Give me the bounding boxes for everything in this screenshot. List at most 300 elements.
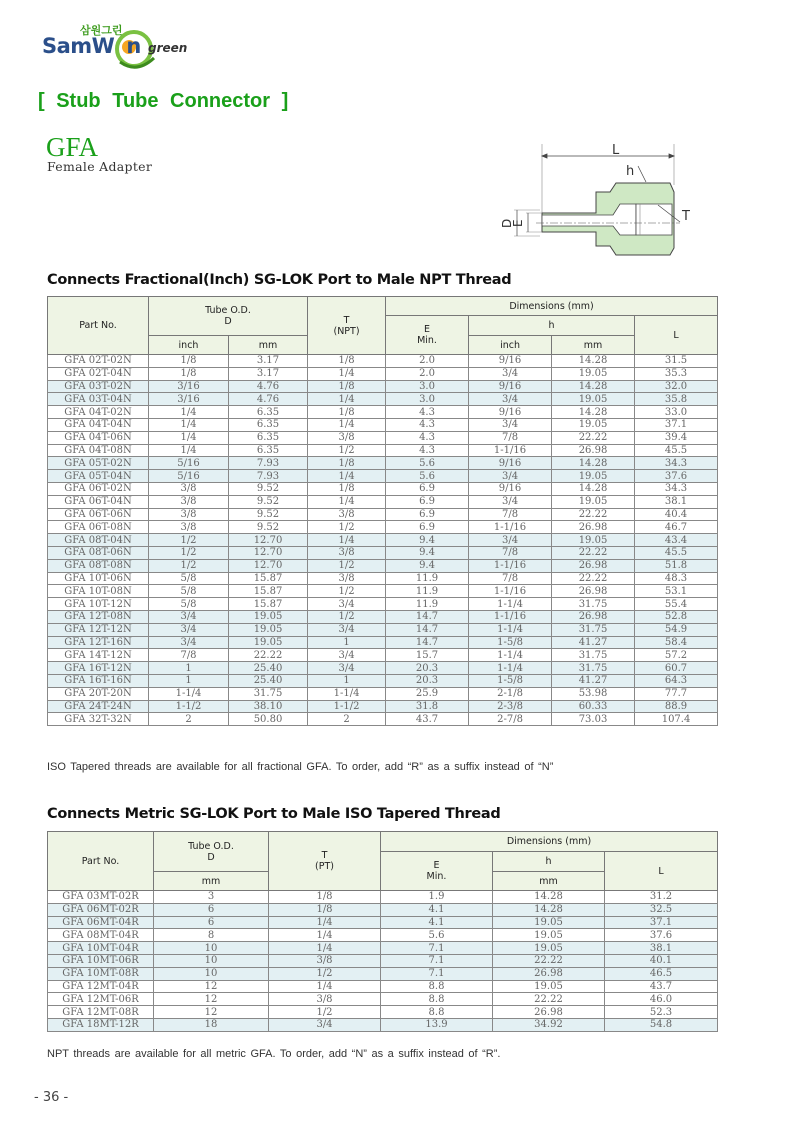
cell-h-mm: 14.28: [552, 355, 635, 368]
cell-l: 31.5: [635, 355, 718, 368]
cell-t: 3/4: [308, 623, 386, 636]
header-t: [269, 832, 381, 891]
cell-t: 1/2: [308, 585, 386, 598]
cell-l: 38.1: [635, 495, 718, 508]
cell-l: 37.1: [635, 418, 718, 431]
table-row: [48, 431, 718, 444]
cell-h-in: 9/16: [469, 457, 552, 470]
cell-h-in: 1-1/4: [469, 623, 552, 636]
cell-e: 11.9: [386, 585, 469, 598]
cell-l: 43.7: [605, 980, 718, 993]
cell-d-in: 3/4: [149, 623, 229, 636]
cell-l: 33.0: [635, 406, 718, 419]
cell-d-mm: 7.93: [229, 470, 308, 483]
label-h: h: [626, 164, 635, 179]
cell-d-in: 5/8: [149, 572, 229, 585]
cell-h-mm: 19.05: [552, 470, 635, 483]
cell-l: 37.1: [605, 916, 718, 929]
cell-part: GFA 06T-08N: [48, 521, 149, 534]
cell-part: GFA 08T-04N: [48, 534, 149, 547]
cell-t: 3/8: [308, 508, 386, 521]
cell-l: 35.8: [635, 393, 718, 406]
cell-l: 40.1: [605, 954, 718, 967]
cell-e: 4.3: [386, 431, 469, 444]
header-tube-od: [154, 832, 269, 872]
cell-e: 1.9: [381, 891, 493, 904]
cell-t: 1/4: [269, 942, 381, 955]
cell-e: 6.9: [386, 482, 469, 495]
table-row: [48, 418, 718, 431]
cell-part: GFA 10MT-08R: [48, 967, 154, 980]
cell-e: 8.8: [381, 993, 493, 1006]
header-t-label: T: [343, 314, 350, 326]
cell-part: GFA 02T-04N: [48, 367, 149, 380]
cell-e: 6.9: [386, 495, 469, 508]
cell-d-mm: 15.87: [229, 585, 308, 598]
cell-d-in: 3/16: [149, 393, 229, 406]
cell-h-in: 1-5/8: [469, 674, 552, 687]
cell-l: 48.3: [635, 572, 718, 585]
table1-note: ISO Tapered threads are available for all fractional GFA. To order, add “R” as a suffix instead of “N”: [47, 761, 554, 773]
cell-h-mm: 22.22: [552, 546, 635, 559]
cell-d-mm: 6.35: [229, 406, 308, 419]
table-row: [48, 674, 718, 687]
cell-part: GFA 18MT-12R: [48, 1018, 154, 1031]
cell-t: 1/8: [308, 406, 386, 419]
cell-h-mm: 31.75: [552, 623, 635, 636]
cell-h-mm: 26.98: [552, 610, 635, 623]
cell-h-mm: 26.98: [552, 585, 635, 598]
cell-e: 7.1: [381, 954, 493, 967]
cell-d-mm: 10: [154, 954, 269, 967]
cell-d-mm: 3: [154, 891, 269, 904]
cell-part: GFA 05T-04N: [48, 470, 149, 483]
header-tube-od-label: Tube O.D.: [205, 305, 251, 316]
cell-d-mm: 50.80: [229, 713, 308, 726]
table-row: [48, 649, 718, 662]
table2-body: [48, 891, 718, 1032]
cell-part: GFA 04T-08N: [48, 444, 149, 457]
cell-d-mm: 3.17: [229, 355, 308, 368]
cell-h-mm: 19.05: [552, 418, 635, 431]
fitting-diagram: [470, 130, 710, 270]
cell-part: GFA 32T-32N: [48, 713, 149, 726]
cell-t: 3/8: [269, 993, 381, 1006]
cell-e: 7.1: [381, 967, 493, 980]
header-d-inch: inch: [149, 336, 229, 355]
cell-d-in: 3/4: [149, 636, 229, 649]
cell-l: 88.9: [635, 700, 718, 713]
model-code: GFA: [46, 132, 99, 162]
cell-l: 37.6: [605, 929, 718, 942]
cell-l: 53.1: [635, 585, 718, 598]
cell-d-mm: 15.87: [229, 572, 308, 585]
cell-h-mm: 26.98: [493, 1006, 605, 1019]
cell-d-mm: 3.17: [229, 367, 308, 380]
section-title: [ Stub Tube Connector ]: [38, 90, 289, 112]
header-h: h: [469, 316, 635, 336]
cell-e: 25.9: [386, 687, 469, 700]
cell-part: GFA 14T-12N: [48, 649, 149, 662]
table-row: [48, 967, 718, 980]
header-h-inch: inch: [469, 336, 552, 355]
cell-e: 2.0: [386, 355, 469, 368]
cell-part: GFA 10T-08N: [48, 585, 149, 598]
table-row: [48, 470, 718, 483]
logo-brand-left: SamW: [42, 34, 115, 58]
cell-l: 64.3: [635, 674, 718, 687]
cell-h-mm: 22.22: [552, 572, 635, 585]
cell-h-mm: 26.98: [552, 521, 635, 534]
cell-d-mm: 31.75: [229, 687, 308, 700]
cell-e: 31.8: [386, 700, 469, 713]
cell-t: 1/4: [308, 495, 386, 508]
cell-h-mm: 22.22: [552, 508, 635, 521]
table-row: [48, 623, 718, 636]
cell-h-in: 1-1/16: [469, 559, 552, 572]
cell-e: 11.9: [386, 572, 469, 585]
cell-d-mm: 4.76: [229, 380, 308, 393]
cell-h-mm: 22.22: [552, 431, 635, 444]
header-h: h: [493, 852, 605, 872]
cell-d-mm: 7.93: [229, 457, 308, 470]
table-row: [48, 942, 718, 955]
header-l: L: [635, 316, 718, 355]
header-l: L: [605, 852, 718, 891]
cell-h-in: 1-1/16: [469, 444, 552, 457]
logo-green-text: green: [148, 41, 188, 55]
cell-d-in: 3/16: [149, 380, 229, 393]
cell-l: 51.8: [635, 559, 718, 572]
cell-h-mm: 14.28: [493, 903, 605, 916]
header-tube-od-symbol: D: [207, 851, 215, 863]
cell-t: 3/4: [308, 662, 386, 675]
cell-h-mm: 31.75: [552, 649, 635, 662]
cell-h-mm: 14.28: [552, 406, 635, 419]
cell-l: 52.3: [605, 1006, 718, 1019]
table-row: [48, 585, 718, 598]
cell-d-in: 1/4: [149, 406, 229, 419]
cell-d-mm: 18: [154, 1018, 269, 1031]
cell-h-in: 2-7/8: [469, 713, 552, 726]
cell-l: 34.3: [635, 457, 718, 470]
header-d-mm: mm: [229, 336, 308, 355]
cell-part: GFA 06T-06N: [48, 508, 149, 521]
cell-part: GFA 10MT-04R: [48, 942, 154, 955]
cell-h-in: 1-5/8: [469, 636, 552, 649]
cell-e: 2.0: [386, 367, 469, 380]
cell-d-in: 5/16: [149, 470, 229, 483]
cell-part: GFA 12MT-08R: [48, 1006, 154, 1019]
cell-h-in: 7/8: [469, 508, 552, 521]
table-row: [48, 916, 718, 929]
cell-e: 9.4: [386, 534, 469, 547]
cell-d-mm: 6.35: [229, 418, 308, 431]
cell-t: 1/8: [308, 380, 386, 393]
cell-part: GFA 05T-02N: [48, 457, 149, 470]
table-row: [48, 954, 718, 967]
cell-d-in: 1: [149, 674, 229, 687]
header-part-no: Part No.: [48, 832, 154, 891]
table-row: [48, 662, 718, 675]
cell-d-in: 1/8: [149, 367, 229, 380]
cell-t: 1: [308, 636, 386, 649]
cell-h-mm: 19.05: [493, 942, 605, 955]
header-t-label: T: [321, 850, 328, 861]
table1-fractional: [47, 296, 718, 726]
table-row: [48, 891, 718, 904]
cell-h-in: 3/4: [469, 393, 552, 406]
cell-l: 60.7: [635, 662, 718, 675]
header-e-label: E: [433, 860, 440, 871]
cell-h-mm: 31.75: [552, 662, 635, 675]
cell-t: 3/4: [308, 598, 386, 611]
cell-h-mm: 19.05: [493, 980, 605, 993]
table-row: [48, 393, 718, 406]
cell-l: 31.2: [605, 891, 718, 904]
cell-e: 14.7: [386, 636, 469, 649]
cell-part: GFA 04T-02N: [48, 406, 149, 419]
cell-part: GFA 04T-04N: [48, 418, 149, 431]
cell-e: 4.1: [381, 916, 493, 929]
cell-e: 4.3: [386, 406, 469, 419]
cell-part: GFA 08T-08N: [48, 559, 149, 572]
cell-d-mm: 19.05: [229, 610, 308, 623]
cell-l: 45.5: [635, 444, 718, 457]
table-row: [48, 546, 718, 559]
cell-part: GFA 12T-08N: [48, 610, 149, 623]
cell-l: 107.4: [635, 713, 718, 726]
cell-d-mm: 15.87: [229, 598, 308, 611]
table-row: [48, 598, 718, 611]
cell-h-in: 1-1/4: [469, 649, 552, 662]
label-D: D: [500, 218, 514, 228]
cell-part: GFA 10T-06N: [48, 572, 149, 585]
table-row: [48, 367, 718, 380]
cell-l: 37.6: [635, 470, 718, 483]
cell-h-in: 9/16: [469, 380, 552, 393]
cell-d-mm: 12: [154, 1006, 269, 1019]
cell-h-mm: 53.98: [552, 687, 635, 700]
cell-t: 1/8: [308, 355, 386, 368]
header-h-mm: mm: [552, 336, 635, 355]
cell-h-mm: 19.05: [552, 534, 635, 547]
cell-part: GFA 03T-02N: [48, 380, 149, 393]
cell-t: 1/2: [308, 444, 386, 457]
cell-l: 45.5: [635, 546, 718, 559]
cell-h-mm: 14.28: [493, 891, 605, 904]
cell-t: 3/8: [308, 572, 386, 585]
cell-l: 54.8: [605, 1018, 718, 1031]
cell-t: 3/4: [269, 1018, 381, 1031]
logo-brand-text: [42, 34, 141, 58]
cell-d-mm: 12.70: [229, 546, 308, 559]
cell-d-mm: 9.52: [229, 495, 308, 508]
table-row: [48, 903, 718, 916]
cell-e: 8.8: [381, 980, 493, 993]
cell-h-in: 3/4: [469, 418, 552, 431]
cell-t: 1/2: [269, 1006, 381, 1019]
table-row: [48, 1006, 718, 1019]
cell-h-in: 7/8: [469, 431, 552, 444]
cell-h-in: 3/4: [469, 470, 552, 483]
table-row: [48, 1018, 718, 1031]
cell-h-mm: 14.28: [552, 380, 635, 393]
cell-h-in: 9/16: [469, 355, 552, 368]
logo-korean-text: 삼원그린: [80, 24, 123, 37]
cell-e: 7.1: [381, 942, 493, 955]
cell-part: GFA 06T-02N: [48, 482, 149, 495]
cell-d-in: 1/2: [149, 559, 229, 572]
cell-d-in: 1/4: [149, 444, 229, 457]
cell-t: 1/8: [308, 457, 386, 470]
cell-d-mm: 12: [154, 980, 269, 993]
table-row: [48, 610, 718, 623]
cell-d-in: 5/16: [149, 457, 229, 470]
cell-part: GFA 10T-12N: [48, 598, 149, 611]
cell-d-in: 7/8: [149, 649, 229, 662]
header-e: [381, 852, 493, 891]
table-row: [48, 993, 718, 1006]
table-row: [48, 700, 718, 713]
table-row: [48, 521, 718, 534]
cell-h-in: 7/8: [469, 572, 552, 585]
cell-d-in: 1/8: [149, 355, 229, 368]
company-logo: [42, 22, 188, 72]
cell-d-mm: 9.52: [229, 521, 308, 534]
cell-e: 3.0: [386, 393, 469, 406]
cell-h-in: 7/8: [469, 546, 552, 559]
cell-part: GFA 03MT-02R: [48, 891, 154, 904]
cell-e: 13.9: [381, 1018, 493, 1031]
cell-h-mm: 19.05: [552, 393, 635, 406]
cell-h-mm: 26.98: [552, 444, 635, 457]
cell-e: 14.7: [386, 610, 469, 623]
cell-d-in: 3/8: [149, 495, 229, 508]
cell-t: 1-1/2: [308, 700, 386, 713]
cell-part: GFA 12MT-04R: [48, 980, 154, 993]
header-t-type: (PT): [315, 861, 334, 872]
cell-h-in: 3/4: [469, 495, 552, 508]
cell-l: 46.0: [605, 993, 718, 1006]
cell-e: 5.6: [381, 929, 493, 942]
cell-d-mm: 22.22: [229, 649, 308, 662]
cell-t: 1/2: [308, 610, 386, 623]
cell-l: 35.3: [635, 367, 718, 380]
cell-t: 3/8: [308, 431, 386, 444]
cell-d-mm: 9.52: [229, 508, 308, 521]
cell-e: 20.3: [386, 662, 469, 675]
cell-t: 1/8: [308, 482, 386, 495]
cell-h-in: 9/16: [469, 482, 552, 495]
cell-d-mm: 19.05: [229, 623, 308, 636]
cell-l: 58.4: [635, 636, 718, 649]
cell-t: 1/4: [269, 929, 381, 942]
cell-h-in: 2-3/8: [469, 700, 552, 713]
cell-e: 11.9: [386, 598, 469, 611]
cell-d-in: 1: [149, 662, 229, 675]
cell-part: GFA 12MT-06R: [48, 993, 154, 1006]
cell-e: 5.6: [386, 470, 469, 483]
cell-h-mm: 73.03: [552, 713, 635, 726]
cell-d-in: 1-1/4: [149, 687, 229, 700]
cell-part: GFA 12T-12N: [48, 623, 149, 636]
cell-d-mm: 6.35: [229, 444, 308, 457]
cell-h-mm: 22.22: [493, 993, 605, 1006]
cell-h-mm: 22.22: [493, 954, 605, 967]
cell-t: 2: [308, 713, 386, 726]
cell-t: 3/8: [269, 954, 381, 967]
logo-brand-right: n: [126, 34, 141, 58]
cell-h-mm: 19.05: [552, 495, 635, 508]
cell-h-in: 1-1/16: [469, 585, 552, 598]
cell-e: 6.9: [386, 521, 469, 534]
cell-l: 52.8: [635, 610, 718, 623]
cell-l: 46.5: [605, 967, 718, 980]
cell-h-mm: 31.75: [552, 598, 635, 611]
table-row: [48, 457, 718, 470]
header-tube-od: [149, 297, 308, 336]
cell-h-mm: 41.27: [552, 636, 635, 649]
cell-d-mm: 25.40: [229, 674, 308, 687]
cell-d-in: 2: [149, 713, 229, 726]
cell-l: 54.9: [635, 623, 718, 636]
cell-part: GFA 02T-02N: [48, 355, 149, 368]
cell-t: 1/4: [308, 367, 386, 380]
cell-h-mm: 14.28: [552, 457, 635, 470]
cell-h-in: 2-1/8: [469, 687, 552, 700]
cell-e: 3.0: [386, 380, 469, 393]
cell-e: 6.9: [386, 508, 469, 521]
cell-d-in: 5/8: [149, 598, 229, 611]
cell-d-mm: 10: [154, 967, 269, 980]
header-e-label: E: [424, 324, 431, 335]
cell-d-in: 3/4: [149, 610, 229, 623]
cell-part: GFA 10MT-06R: [48, 954, 154, 967]
cell-t: 1: [308, 674, 386, 687]
cell-d-mm: 12.70: [229, 534, 308, 547]
cell-t: 1/2: [308, 521, 386, 534]
cell-h-in: 3/4: [469, 534, 552, 547]
cell-part: GFA 06MT-04R: [48, 916, 154, 929]
page-number: - 36 -: [34, 1090, 69, 1105]
cell-e: 4.3: [386, 444, 469, 457]
cell-e: 9.4: [386, 546, 469, 559]
cell-part: GFA 12T-16N: [48, 636, 149, 649]
cell-h-in: 1-1/16: [469, 610, 552, 623]
cell-d-mm: 38.10: [229, 700, 308, 713]
label-L: L: [612, 143, 620, 158]
cell-part: GFA 06T-04N: [48, 495, 149, 508]
cell-part: GFA 08T-06N: [48, 546, 149, 559]
table-row: [48, 559, 718, 572]
cell-h-in: 9/16: [469, 406, 552, 419]
cell-l: 34.3: [635, 482, 718, 495]
cell-d-in: 1-1/2: [149, 700, 229, 713]
cell-d-mm: 12.70: [229, 559, 308, 572]
cell-t: 1/4: [308, 418, 386, 431]
cell-h-mm: 26.98: [552, 559, 635, 572]
cell-part: GFA 20T-20N: [48, 687, 149, 700]
cell-d-in: 1/4: [149, 418, 229, 431]
cell-d-in: 3/8: [149, 508, 229, 521]
cell-l: 39.4: [635, 431, 718, 444]
cell-h-mm: 41.27: [552, 674, 635, 687]
model-name: Female Adapter: [47, 159, 153, 174]
cell-l: 38.1: [605, 942, 718, 955]
cell-d-mm: 6: [154, 903, 269, 916]
cell-d-mm: 6.35: [229, 431, 308, 444]
